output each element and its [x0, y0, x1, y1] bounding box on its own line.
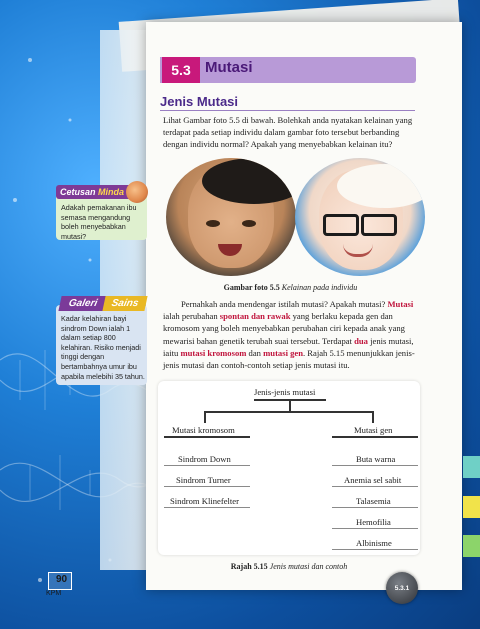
- diagram-root: Jenis-jenis mutasi: [254, 387, 316, 397]
- right-item: Anemia sel sabit: [344, 475, 402, 485]
- term-mutasi-kromosom: mutasi kromosom: [180, 347, 247, 358]
- hair: [337, 164, 425, 208]
- edge-tab: [463, 496, 480, 518]
- mouth: [218, 244, 242, 256]
- term-mutasi-gen: mutasi gen: [263, 347, 303, 358]
- right-item: Talasemia: [356, 496, 391, 506]
- right-item: Albinisme: [356, 538, 392, 548]
- left-item: Sindrom Klinefelter: [170, 496, 239, 506]
- left-item: Sindrom Down: [178, 454, 231, 464]
- glasses: [323, 214, 397, 232]
- photo-caption-text: Kelainan pada individu: [281, 283, 358, 292]
- cetusan-minda-text: Adakah pemakanan ibu semasa mengandung boleh menyebabkan mutasi?: [61, 203, 137, 241]
- diagram-caption-label: Rajah 5.15: [230, 562, 268, 571]
- galeri-sains-tag: Galeri Sains: [60, 296, 146, 311]
- publisher-label: KPM: [46, 590, 62, 597]
- diagram-right-title: Mutasi gen: [354, 425, 393, 435]
- right-item: Buta warna: [356, 454, 396, 464]
- page-number: 90: [56, 574, 68, 585]
- brain-icon: [126, 181, 148, 203]
- photo-caption-label: Gambar foto 5.5: [223, 283, 280, 292]
- diagram-left-title: Mutasi kromosom: [172, 425, 235, 435]
- face: [188, 166, 274, 268]
- galeri-sains-text: Kadar kelahiran bayi sindrom Down ialah 1 dalam setiap 800 kelahiran. Risiko menjadi tinggi dengan bertambahnya umur ibu apabila melebihi 35 tahun.: [61, 314, 145, 381]
- diagram-caption: [158, 562, 420, 571]
- mutation-types-diagram: [158, 381, 420, 555]
- photo-albino-child: [295, 158, 425, 276]
- subheading-rule: [160, 110, 415, 111]
- term-dua: dua: [354, 335, 368, 346]
- term-spontan-rawak: spontan dan rawak: [219, 311, 291, 322]
- subheading: Jenis Mutasi: [160, 94, 239, 109]
- right-item: Hemofilia: [356, 517, 391, 527]
- edge-tab: [463, 535, 480, 557]
- cetusan-minda-tag: Cetusan Minda: [56, 185, 140, 199]
- hair: [202, 158, 296, 204]
- intro-paragraph: Lihat Gambar foto 5.5 di bawah. Bolehkah anda nyatakan kelainan yang terdapat pada setiap individu dalam gambar foto tersebut berbanding dengan individu normal? Apakah yang menyebabkan kelainan itu?: [163, 115, 413, 150]
- eye: [242, 220, 256, 227]
- eye: [206, 220, 220, 227]
- nav-badge-button[interactable]: 5.3.1: [386, 572, 418, 604]
- section-number: 5.3: [162, 57, 200, 83]
- edge-tab: [463, 456, 480, 478]
- section-title: Mutasi: [205, 59, 253, 76]
- photo-caption: [163, 283, 418, 292]
- term-mutasi: Mutasi: [387, 299, 414, 309]
- photo-down-syndrome-child: [166, 158, 296, 276]
- body-paragraph: Pernahkah anda mendengar istilah mutasi? Apakah mutasi? Mutasi ialah perubahan spontan dan rawak yang berlaku kepada gen dan kromosom yang boleh menyebabkan perubahan ciri kepada anak yang mewarisi bahan genetik terubah suai tersebut. Terdapat dua jenis mutasi, iaitu mutasi kromosom dan mutasi gen. Rajah 5.15 menunjukkan jenis-jenis mutasi dan contoh-contoh setiap jenis mutasi itu.: [163, 299, 415, 371]
- left-item: Sindrom Turner: [176, 475, 231, 485]
- diagram-caption-text: Jenis mutasi dan contoh: [269, 562, 348, 571]
